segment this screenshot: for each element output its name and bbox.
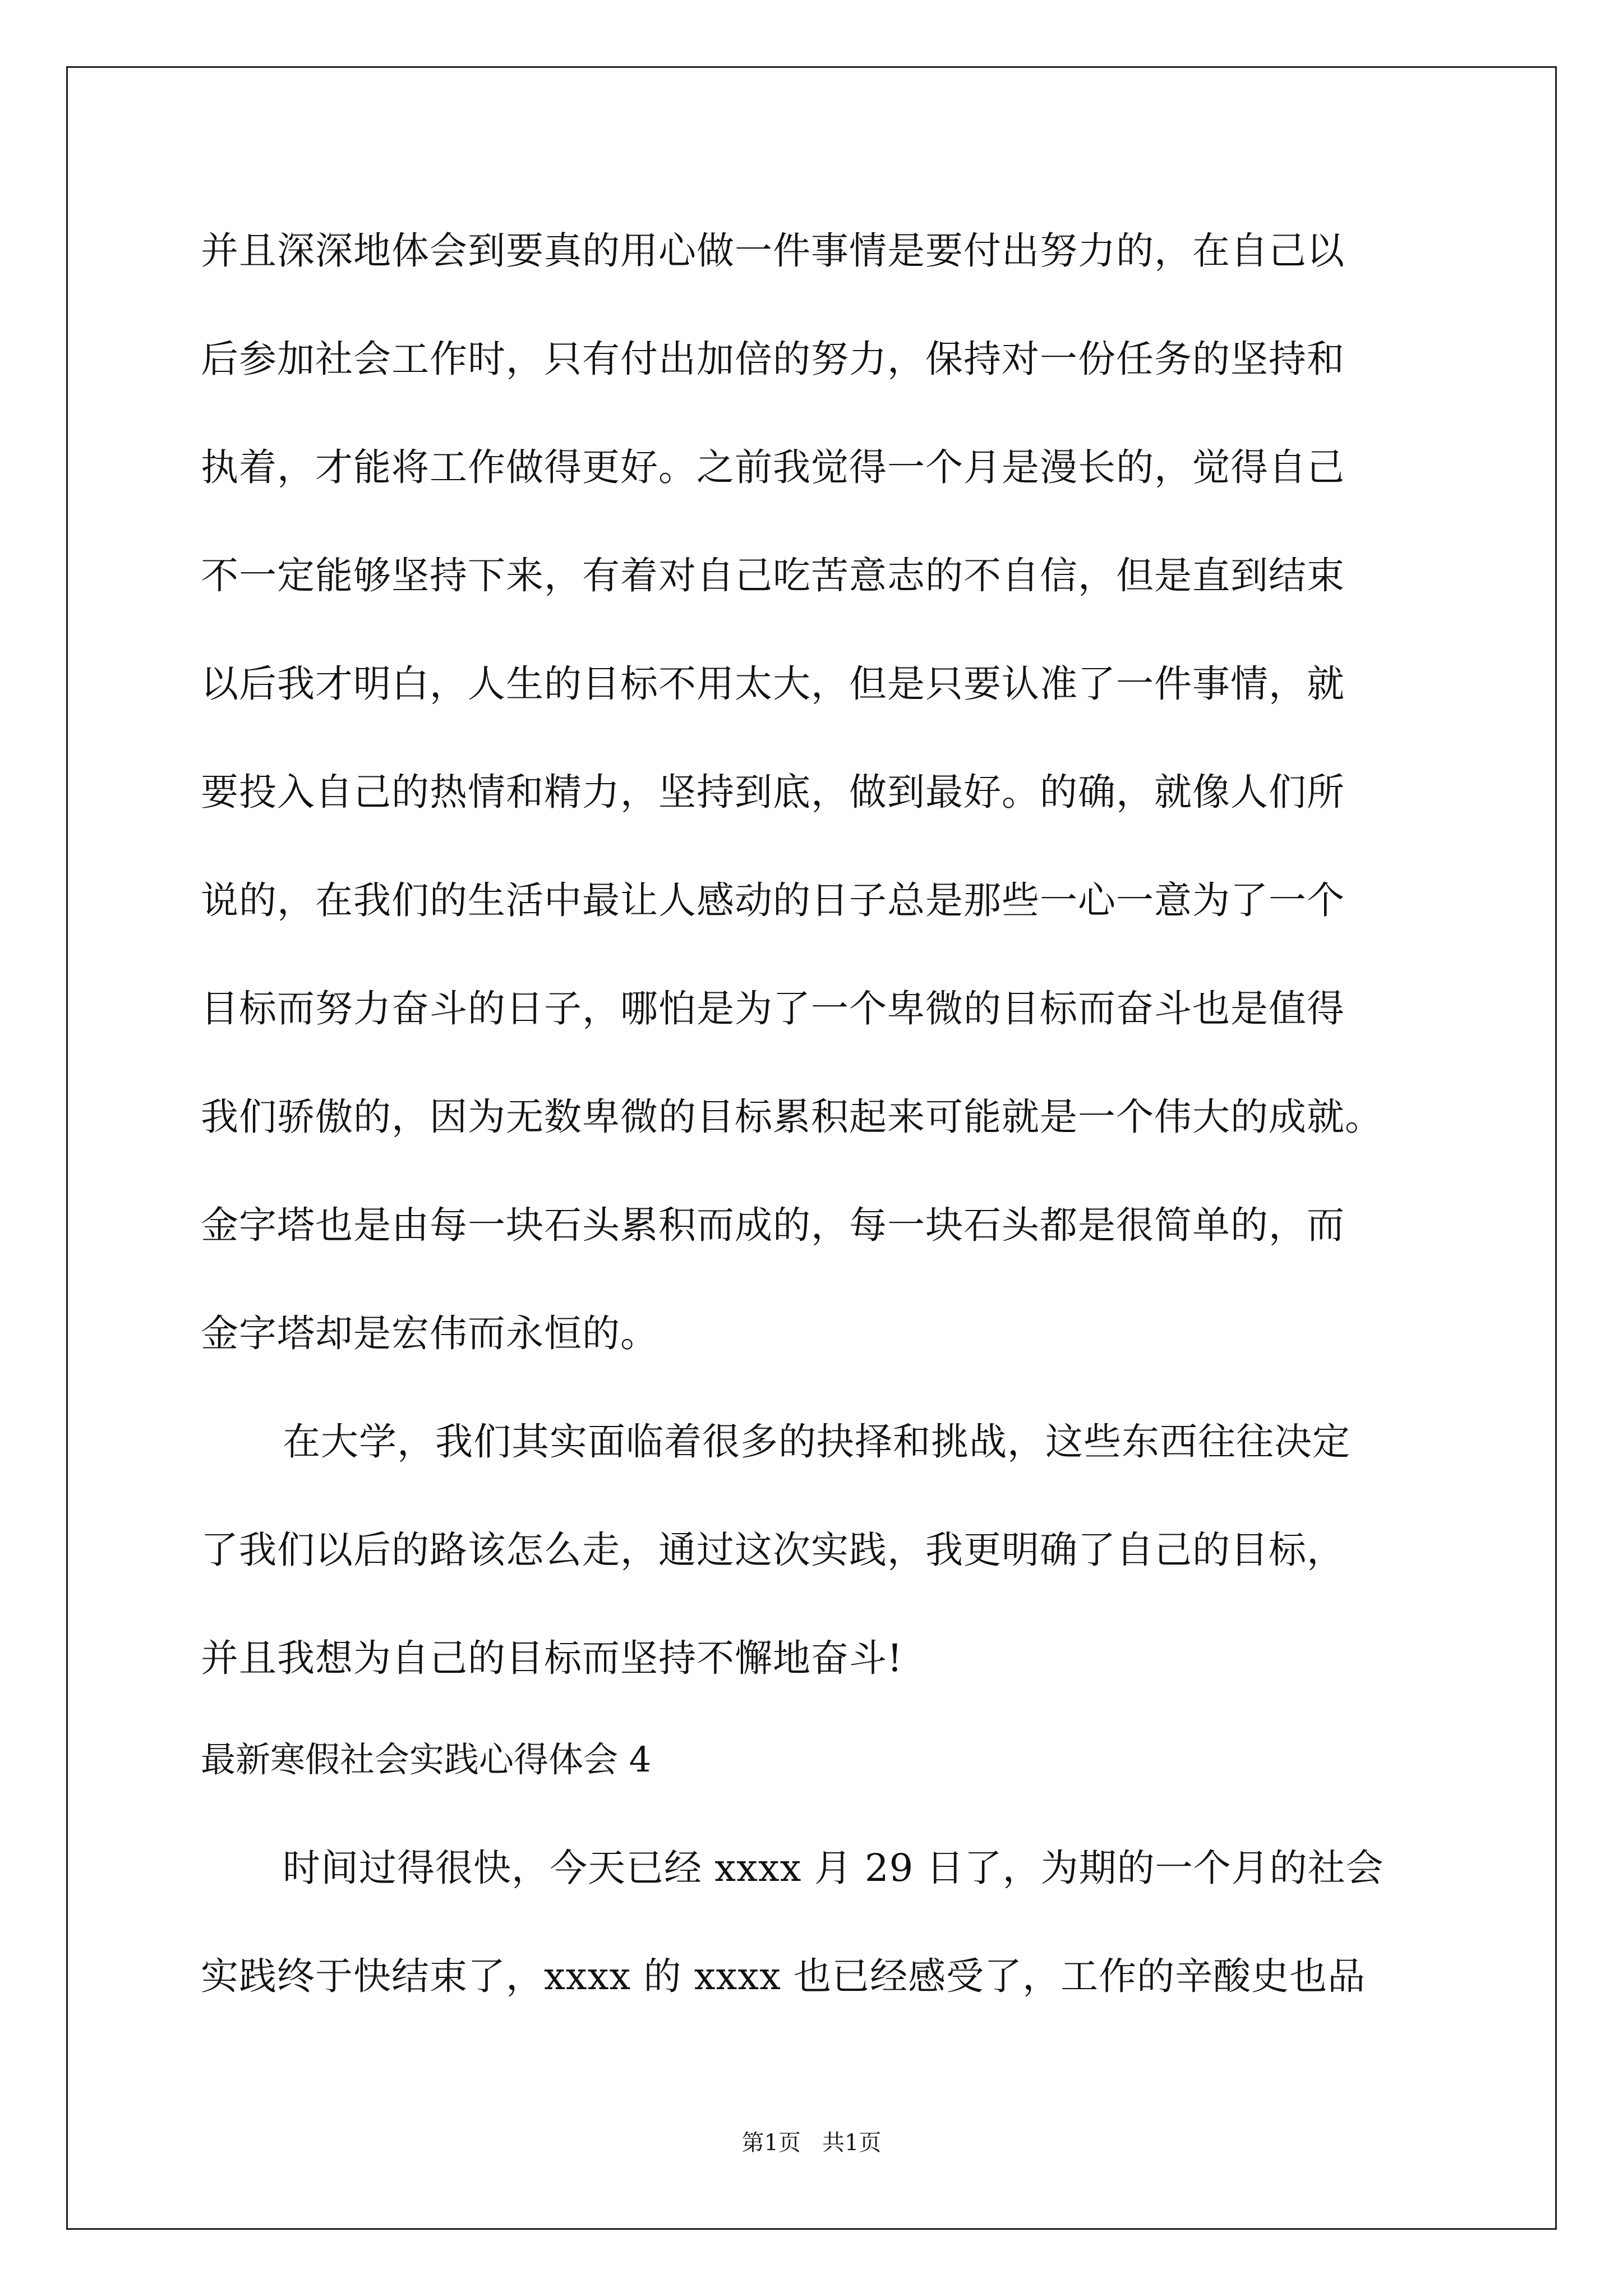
paragraph-line: 执着，才能将工作做得更好。之前我觉得一个月是漫长的，觉得自己: [201, 445, 1345, 489]
paragraph-line: 在大学，我们其实面临着很多的抉择和挑战，这些东西往往决定: [283, 1420, 1350, 1464]
paragraph-line: 以后我才明白，人生的目标不用太大，但是只要认准了一件事情，就: [201, 662, 1345, 706]
paragraph-line: 我们骄傲的，因为无数卑微的目标累积起来可能就是一个伟大的成就。: [201, 1095, 1383, 1139]
paragraph-line: 不一定能够坚持下来，有着对自己吃苦意志的不自信，但是直到结束: [201, 554, 1345, 597]
paragraph-line: 金字塔却是宏伟而永恒的。: [201, 1312, 658, 1355]
paragraph-line: 时间过得很快，今天已经 xxxx 月 29 日了，为期的一个月的社会: [283, 1846, 1384, 1890]
paragraph-line: 后参加社会工作时，只有付出加倍的努力，保持对一份任务的坚持和: [201, 337, 1345, 381]
paragraph-line: 说的，在我们的生活中最让人感动的日子总是那些一心一意为了一个: [201, 878, 1345, 922]
paragraph-line: 并且我想为自己的目标而坚持不懈地奋斗!: [201, 1636, 903, 1680]
paragraph-line: 目标而努力奋斗的日子，哪怕是为了一个卑微的目标而奋斗也是值得: [201, 987, 1345, 1030]
paragraph-line: 要投入自己的热情和精力，坚持到底，做到最好。的确，就像人们所: [201, 770, 1345, 814]
paragraph-line: 并且深深地体会到要真的用心做一件事情是要付出努力的，在自己以: [201, 229, 1345, 273]
paragraph-line: 实践终于快结束了，xxxx 的 xxxx 也已经感受了，工作的辛酸史也品: [201, 1954, 1366, 1998]
page-border: [66, 66, 1557, 2230]
paragraph-line: 了我们以后的路该怎么走，通过这次实践，我更明确了自己的目标，: [201, 1528, 1345, 1572]
paragraph-line: 金字塔也是由每一块石头累积而成的，每一块石头都是很简单的，而: [201, 1203, 1345, 1247]
section-heading: 最新寒假社会实践心得体会 4: [201, 1739, 652, 1780]
page-footer: 第1页 共1页: [741, 2130, 882, 2156]
